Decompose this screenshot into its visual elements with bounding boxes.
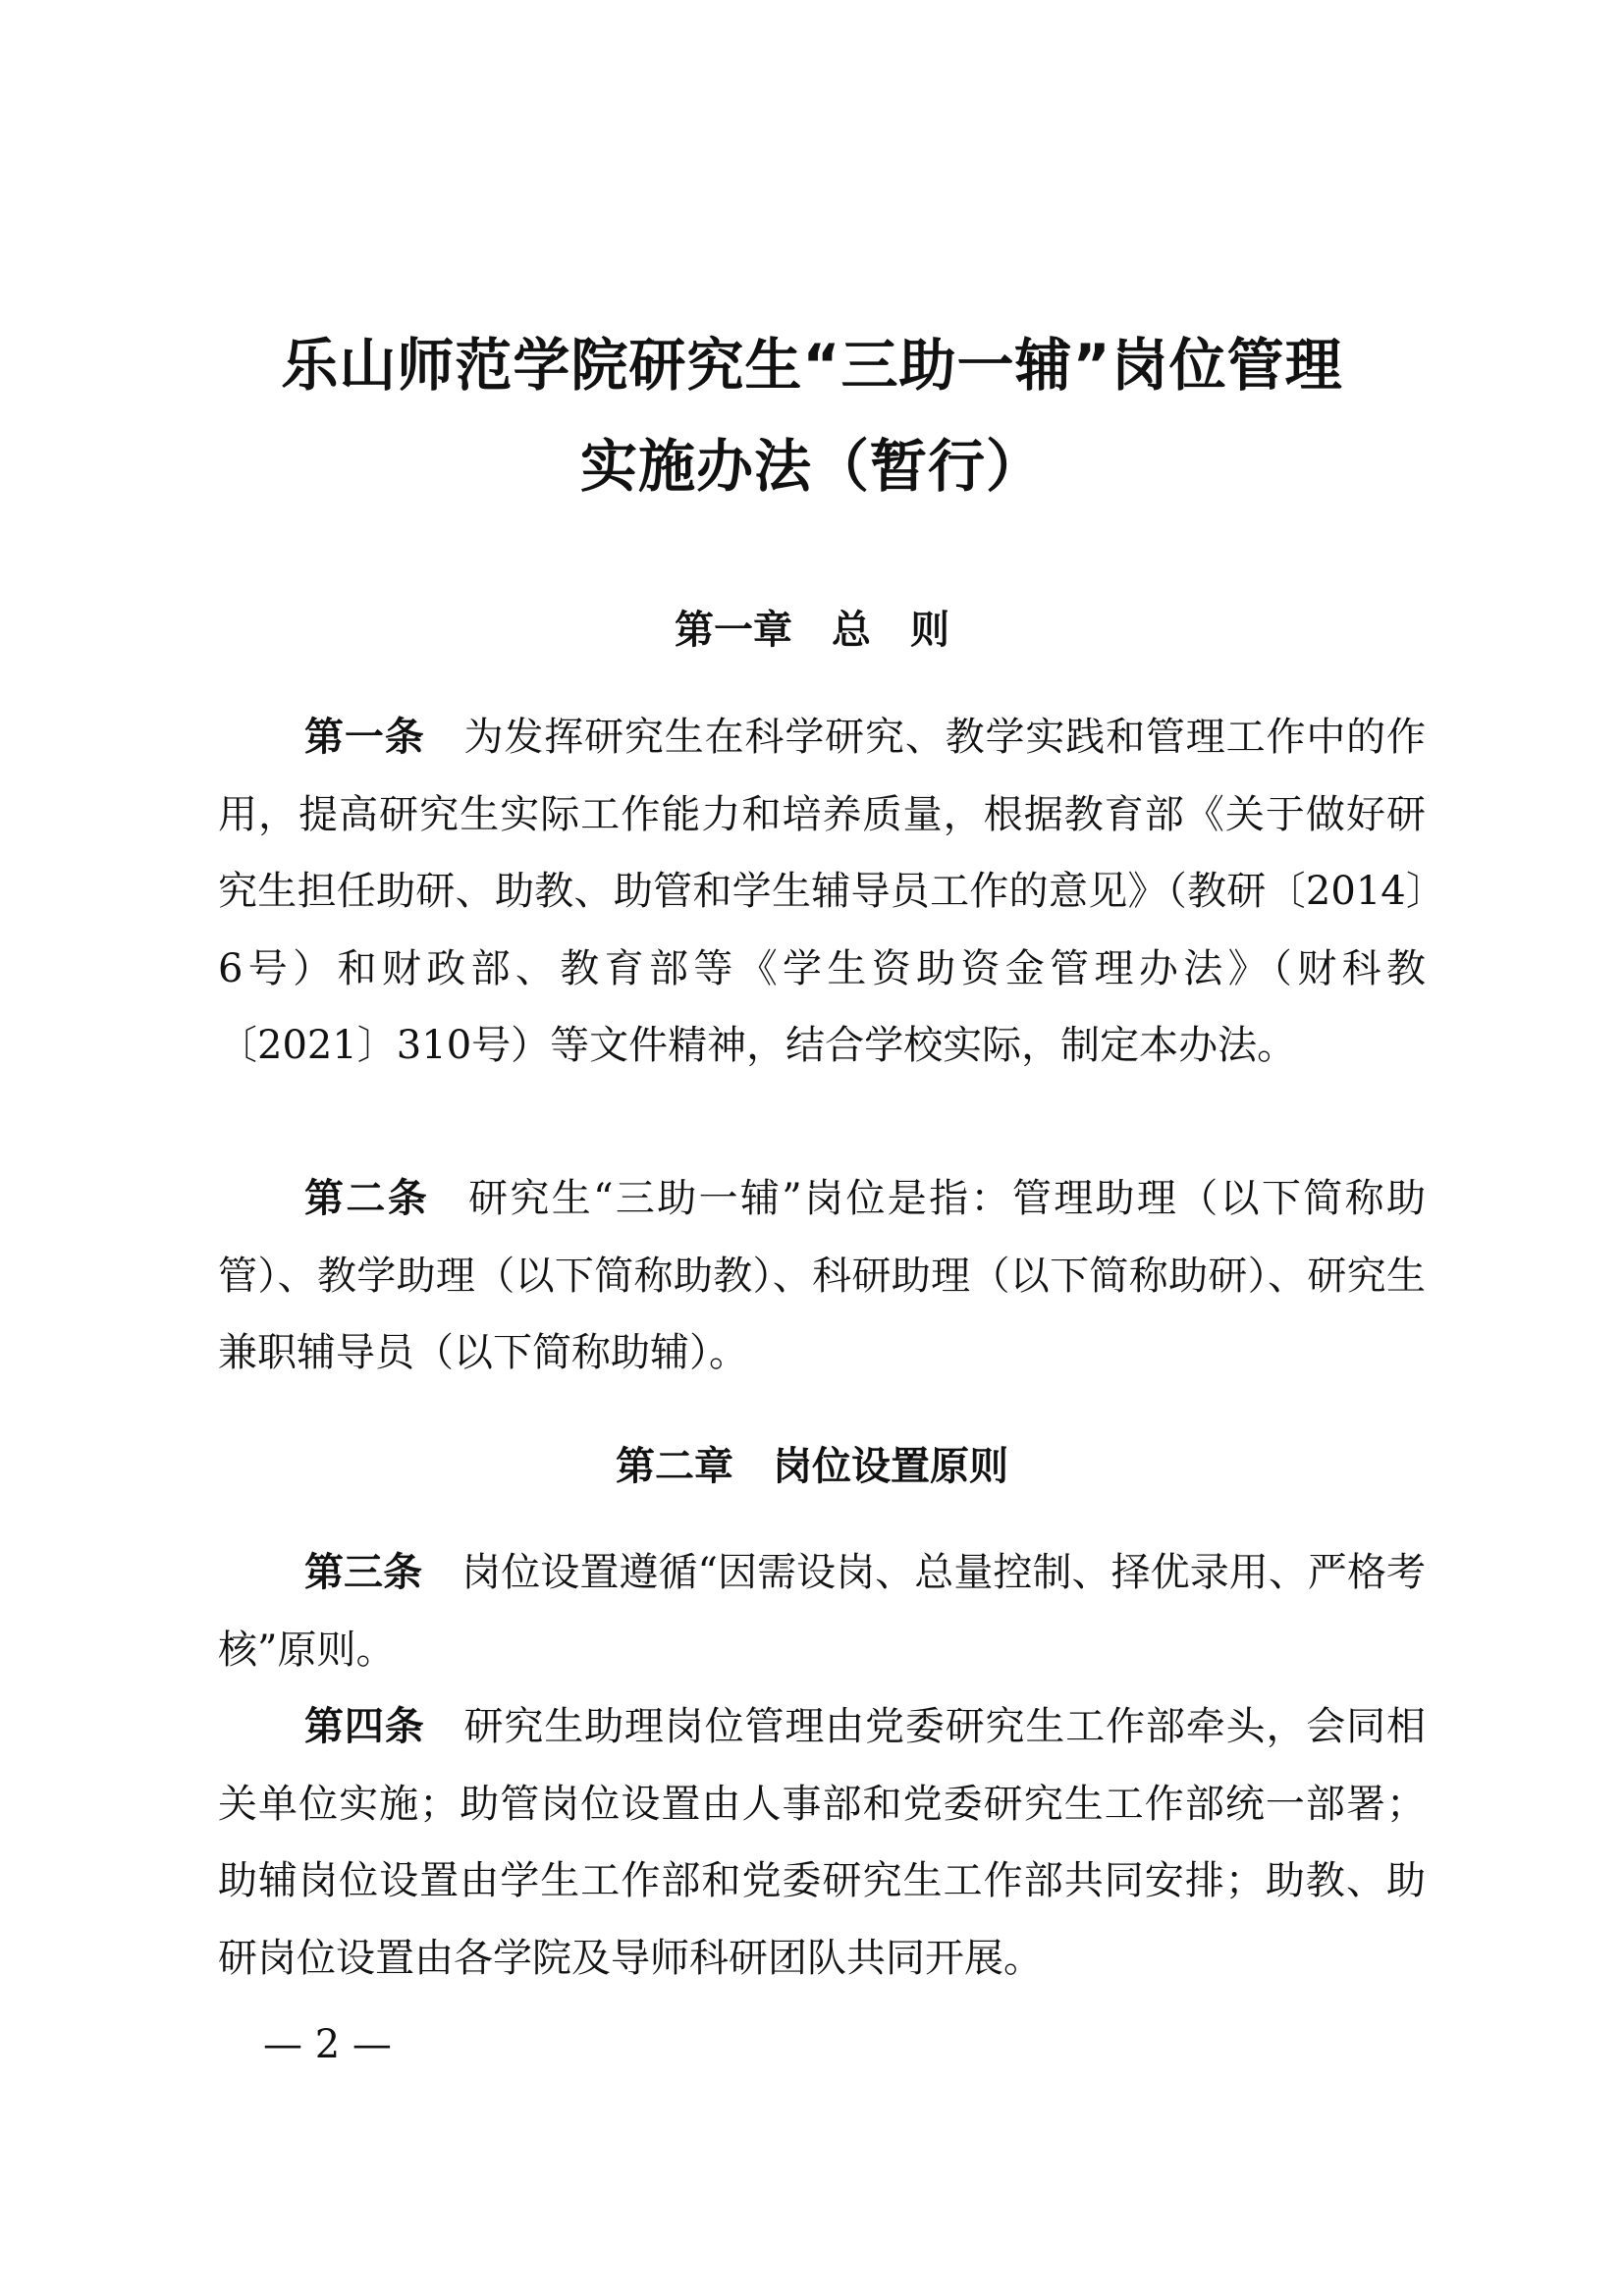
article-paragraph [218, 1160, 1426, 1392]
article-label: 第一条 [304, 715, 425, 760]
article-label: 第二条 [304, 1176, 430, 1221]
article-text: 研究生助理岗位管理由党委研究生工作部牵头，会同相关单位实施；助管岗位设置由人事部和党委研究生工作部统一部署；助辅岗位设置由学生工作部和党委研究生工作部共同安排；助教、助研岗位设置由各学院及导师科研团队共同开展。 [218, 1704, 1427, 1981]
article-text: 岗位设置遵循“因需设岗、总量控制、择优录用、严格考核”原则。 [218, 1550, 1426, 1673]
article-label: 第三条 [304, 1550, 423, 1595]
article-paragraph [218, 1534, 1426, 1688]
article-paragraph [218, 1688, 1426, 1997]
article-text: 研究生“三助一辅”岗位是指：管理助理（以下简称助管）、教学助理（以下简称助教）、科研助理（以下简称助研）、研究生兼职辅导员（以下简称助辅）。 [218, 1176, 1427, 1375]
chapter-heading: 第二章 岗位设置原则 [616, 1444, 1008, 1489]
article-text: 为发挥研究生在科学研究、教学实践和管理工作中的作用，提高研究生实际工作能力和培养质量，根据教育部《关于做好研究生担任助研、助教、助管和学生辅导员工作的意见》（教研〔2014〕6号）和财政部、教育部等《学生资助资金管理办法》（财科教〔2021〕310号）等文件精神，结合学校实际，制定本办法。 [218, 715, 1427, 1068]
document-title-line-2: 实施办法（暂行） [579, 433, 1044, 500]
document-title-line-1: 乐山师范学院研究生“三助一辅”岗位管理 [281, 332, 1343, 399]
article-paragraph [218, 699, 1426, 1085]
article-label: 第四条 [304, 1704, 425, 1749]
page-number: — 2 — [263, 2022, 392, 2067]
chapter-heading: 第一章 总 则 [675, 608, 949, 653]
